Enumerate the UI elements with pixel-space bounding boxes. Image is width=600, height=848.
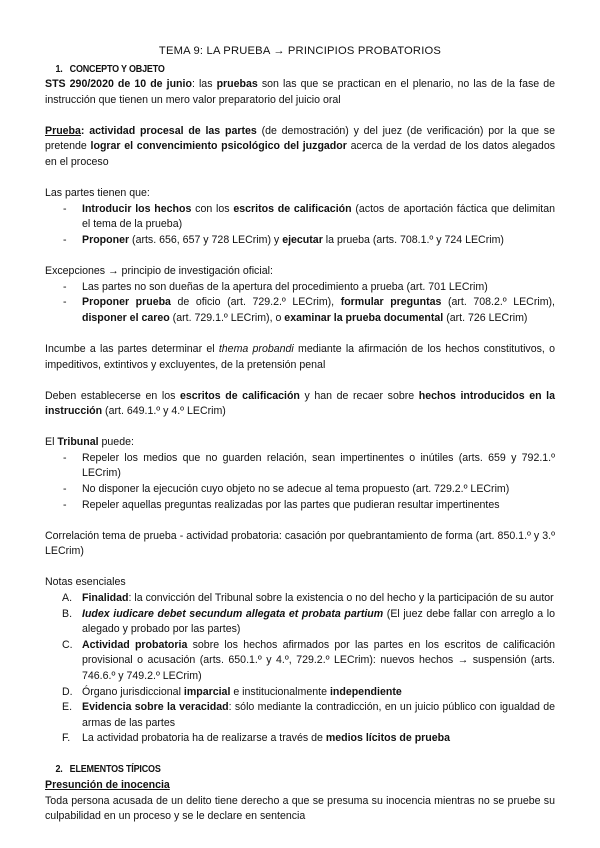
section-title: CONCEPTO Y OBJETO: [69, 63, 165, 75]
text-run: Repeler aquellas preguntas realizadas por las partes que pudieran resultar impertinentes: [82, 498, 500, 511]
notas-intro: Notas esenciales: [45, 576, 126, 589]
list-marker: B.: [62, 607, 73, 620]
term-prueba: Prueba: [45, 124, 81, 137]
sts-reference: STS 290/2020 de 10 de junio: [45, 78, 192, 91]
list-item: [45, 591, 555, 607]
bold-run: escritos de calificación: [233, 202, 352, 215]
section-heading-1: [45, 62, 494, 78]
partes-intro: Las partes tienen que:: [45, 187, 150, 200]
text-run: (art. 708.2.º LECrim),: [441, 296, 555, 309]
text-run: No disponer la ejecución cuyo objeto no se adecue al tema propuesto (art. 729.2.º LECrim): [82, 483, 510, 496]
text-run: Repeler los medios que no guarden relación, sean impertinentes o inútiles (arts. 659 y 792.1.º LECrim): [82, 451, 555, 480]
bold-italic-run: Iudex iudicare debet secundum allegata et probata partium: [82, 607, 384, 620]
text-run: con los: [191, 202, 234, 215]
section-title: ELEMENTOS TÍPICOS: [69, 764, 161, 776]
list-item: [45, 280, 555, 296]
list-item: [45, 607, 555, 638]
text-run: (art. 649.1.º y 4.º LECrim): [102, 405, 226, 418]
list-item: [45, 685, 555, 701]
list-item: [45, 295, 555, 326]
text-run: Incumbe a las partes determinar el: [45, 342, 219, 355]
bold-run: formular preguntas: [340, 296, 442, 309]
list-item: [45, 700, 555, 731]
bold-run: Proponer: [82, 233, 130, 246]
text-run: La actividad probatoria ha de realizarse a través de: [82, 732, 326, 745]
bold-run: medios lícitos de prueba: [325, 732, 451, 745]
list-marker: A.: [62, 592, 73, 605]
deben-paragraph: [45, 389, 555, 420]
thema-paragraph: [45, 342, 555, 373]
excepciones-list: [45, 280, 555, 327]
bold-run: :: [80, 124, 85, 137]
bold-run: Actividad probatoria: [82, 638, 188, 651]
text-run: Las partes no son dueñas de la apertura del procedimiento a prueba (art. 701 LECrim): [82, 280, 488, 293]
text-run: (actos de aportación fáctica que delimitan el tema de la prueba): [82, 202, 556, 231]
bold-run: pruebas: [216, 78, 258, 91]
tribunal-list: [45, 451, 555, 513]
list-item: [45, 731, 555, 747]
list-marker: E.: [62, 701, 73, 714]
dash-bullet: -: [63, 202, 67, 215]
dash-bullet: -: [63, 498, 67, 511]
text-run: Órgano jurisdiccional: [82, 685, 184, 698]
text-run: (de demostración) y del juez (de verificación) por la que se pretende: [45, 124, 555, 153]
section-heading-2: [45, 762, 494, 778]
text-run: acerca de la verdad de los datos alegados en el proceso: [45, 140, 556, 169]
text-run: y han de recaer sobre: [299, 389, 419, 402]
prueba-definition: [45, 124, 555, 171]
correlacion-paragraph: Correlación tema de prueba - actividad probatoria: casación por quebrantamiento de forma (art. 850.1.º y 3.º LECrim): [45, 529, 555, 558]
page-title: TEMA 9: LA PRUEBA → PRINCIPIOS PROBATORIOS: [158, 45, 442, 57]
document-page: [45, 44, 555, 825]
bold-run: Finalidad: [82, 592, 129, 605]
list-item: [45, 233, 555, 249]
text-run: de oficio (art. 729.2.º LECrim),: [170, 296, 341, 309]
list-marker: F.: [62, 732, 71, 745]
bold-run: Proponer prueba: [82, 296, 171, 309]
bold-run: Introducir los hechos: [82, 202, 192, 215]
text-run: la prueba (arts. 708.1.º y 724 LECrim): [322, 233, 504, 246]
bold-run: disponer el careo: [82, 311, 170, 324]
italic-run: thema probandi: [218, 342, 294, 355]
text-run: mediante la afirmación de los hechos constitutivos, o impeditivos, extintivos y excluyentes, de la pretensión penal: [45, 342, 555, 371]
bold-run: independiente: [329, 685, 402, 698]
bold-run: lograr el convencimiento psicológico del juzgador: [90, 140, 347, 153]
bold-run: escritos de calificación: [180, 389, 300, 402]
list-item: [45, 638, 555, 685]
bold-run: hechos introducidos en la instrucción: [45, 389, 555, 418]
bold-run: Evidencia sobre la veracidad: [82, 701, 229, 714]
bold-run: examinar la prueba documental: [284, 311, 444, 324]
list-marker: D.: [62, 685, 73, 698]
text-run: son las que se practican en el plenario, no las de la fase de instrucción que tienen un mero valor preparatorio del juicio oral: [45, 78, 555, 106]
presuncion-heading: Presunción de inocencia: [45, 779, 170, 792]
text-run: : las: [191, 78, 217, 91]
notas-list: [45, 591, 555, 747]
text-run: e institucionalmente: [230, 685, 330, 698]
text-run: puede:: [98, 436, 134, 449]
presuncion-text: Toda persona acusada de un delito tiene derecho a que se presuma su inocencia mientras no se pruebe su culpabilidad en un proceso y se le declare en sentencia: [45, 794, 555, 823]
tribunal-intro: [45, 435, 555, 451]
text-run: Deben establecerse en los: [45, 389, 180, 402]
list-item: [45, 202, 555, 233]
section-number: 1.: [55, 63, 63, 75]
sts-paragraph: [45, 77, 555, 108]
dash-bullet: -: [63, 483, 67, 496]
bold-run: ejecutar: [282, 233, 323, 246]
section-number: 2.: [55, 764, 63, 776]
text-run: : la convicción del Tribunal sobre la existencia o no del hecho y la participación de su autor: [128, 592, 554, 605]
list-marker: C.: [62, 638, 73, 651]
text-run: (art. 729.1.º LECrim), o: [169, 311, 285, 324]
bold-run: imparcial: [183, 685, 231, 698]
partes-list: [45, 202, 555, 249]
text-run: (art. 726 LECrim): [443, 311, 528, 324]
text-run: sobre los hechos afirmados por las partes en los escritos de calificación provisional o acusación (arts. 650.1.º y 4.º, 729.2.º LECrim): nuevos hechos → suspensión (arts. 746.6.º y 749.2.º LECrim): [82, 638, 555, 682]
bold-run: actividad procesal de las partes: [84, 124, 257, 137]
text-run: (arts. 656, 657 y 728 LECrim) y: [129, 233, 283, 246]
excepciones-intro: Excepciones → principio de investigación oficial:: [45, 265, 273, 278]
list-item: [45, 451, 555, 482]
text-run: (El juez debe fallar con arreglo a lo alegado y probado por las partes): [82, 607, 555, 636]
text-run: El: [45, 436, 58, 449]
text-run: : sólo mediante la contradicción, en un juicio público con igualdad de armas de las partes: [82, 701, 555, 729]
dash-bullet: -: [63, 451, 67, 464]
list-item: [45, 498, 555, 514]
bold-run: Tribunal: [57, 436, 99, 449]
dash-bullet: -: [63, 233, 67, 246]
dash-bullet: -: [63, 296, 67, 309]
list-item: [45, 482, 555, 498]
dash-bullet: -: [63, 280, 67, 293]
